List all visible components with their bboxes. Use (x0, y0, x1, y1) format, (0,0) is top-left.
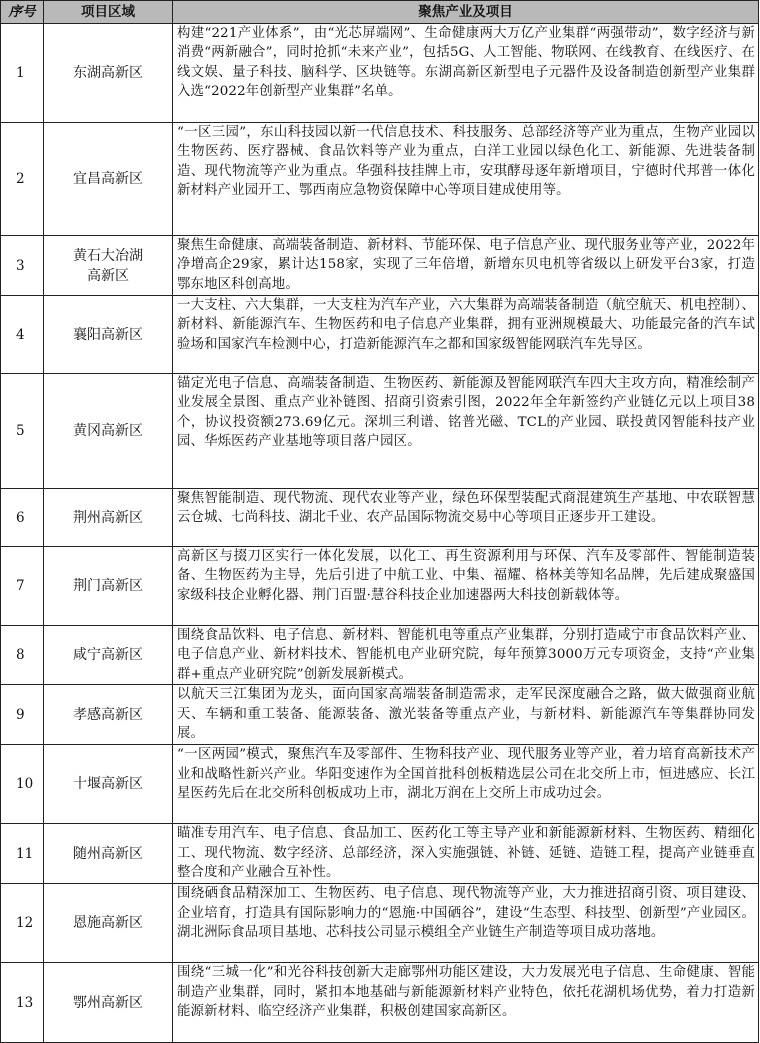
table-row (1, 24, 759, 123)
row-region: 恩施高新区 (44, 884, 173, 963)
row-serial-no: 12 (1, 884, 44, 963)
row-serial-no: 8 (1, 626, 44, 685)
row-serial-no: 6 (1, 489, 44, 547)
row-region: 鄂州高新区 (44, 963, 173, 1043)
row-description: “一区三园”，东山科技园以新一代信息技术、科技服务、总部经济等产业为重点，生物产业园以生物医药、医疗器械、食品饮料等产业为重点，白洋工业园以绿色化工、新能源、先进装备制造、现代物流等产业为重点。华强科技挂牌上市，安琪酵母逐年新增项目，宁德时代邦普一体化新材料产业园开工、鄂西南应急物资保障中心等项目建成使用等。 (173, 123, 759, 236)
row-description: 围绕“三城一化”和光谷科技创新大走廊鄂州功能区建设，大力发展光电子信息、生命健康、智能制造产业集群，同时，紧扣本地基础与新能源新材料产业特色，依托花湖机场优势，着力打造新能源新材料、临空经济产业集群，积极创建国家高新区。 (173, 963, 759, 1043)
header-serial-no: 序号 (1, 1, 44, 24)
row-description: 一大支柱、六大集群，一大支柱为汽车产业，六大集群为高端装备制造（航空航天、机电控制）、新材料、新能源汽车、生物医药和电子信息产业集群，拥有亚洲规模最大、功能最完备的汽车试验场和国家汽车检测中心，打造新能源汽车之都和国家级智能网联汽车先导区。 (173, 296, 759, 374)
row-description: 以航天三江集团为龙头，面向国家高端装备制造需求，走军民深度融合之路，做大做强商业航天、车辆和重工装备、能源装备、激光装备等重点产业，与新材料、新能源汽车等集群协同发展。 (173, 685, 759, 745)
header-focus-industries: 聚焦产业及项目 (173, 1, 759, 24)
table-row (1, 236, 759, 296)
row-description: 锚定光电子信息、高端装备制造、生物医药、新能源及智能网联汽车四大主攻方向，精准绘制产业发展全景图、重点产业补链图、招商引资索引图，2022年全年新签约产业链亿元以上项目38个，协议投资额273.69亿元。深圳三利谱、铭普光磁、TCL的产业园、联投黄冈智能科技产业园、华烁医药产业基地等项目落户园区。 (173, 374, 759, 489)
row-description: 聚焦生命健康、高端装备制造、新材料、节能环保、电子信息产业、现代服务业等产业，2022年净增高企29家，累计达158家，实现了三年倍增，新增东贝电机等省级以上研发平台3家，打造鄂东地区科创高地。 (173, 236, 759, 296)
row-region: 十堰高新区 (44, 745, 173, 824)
row-region: 荆门高新区 (44, 547, 173, 626)
row-serial-no: 3 (1, 236, 44, 296)
table-row (1, 296, 759, 374)
table-row (1, 123, 759, 236)
table-row (1, 626, 759, 685)
row-serial-no: 10 (1, 745, 44, 824)
row-region: 咸宁高新区 (44, 626, 173, 685)
table-row (1, 547, 759, 626)
row-region: 孝感高新区 (44, 685, 173, 745)
row-serial-no: 11 (1, 824, 44, 884)
row-region: 东湖高新区 (44, 24, 173, 123)
row-region: 宜昌高新区 (44, 123, 173, 236)
table-row (1, 745, 759, 824)
table-row (1, 963, 759, 1043)
row-region: 襄阳高新区 (44, 296, 173, 374)
row-description: 聚焦智能制造、现代物流、现代农业等产业，绿色环保型装配式商混建筑生产基地、中农联智慧云仓城、七尚科技、湖北千业、农产品国际物流交易中心等项目正逐步开工建设。 (173, 489, 759, 547)
row-serial-no: 7 (1, 547, 44, 626)
row-description: 构建“221产业体系”，由“光芯屏端网”、生命健康两大万亿产业集群“两强带动”，数字经济与新消费“两新融合”，同时抢抓“未来产业”，包括5G、人工智能、物联网、在线教育、在线医疗、在线文娱、量子科技、脑科学、区块链等。东湖高新区新型电子元器件及设备制造创新型产业集群入选“2022年创新型产业集群”名单。 (173, 24, 759, 123)
table-header-row (1, 1, 759, 24)
table-row (1, 374, 759, 489)
table-row (1, 685, 759, 745)
row-description: 高新区与掇刀区实行一体化发展，以化工、再生资源利用与环保、汽车及零部件、智能制造装备、生物医药为主导，先后引进了中航工业、中集、福耀、格林美等知名品牌，先后建成聚盛国家级科技企业孵化器、荆门百盟·慧谷科技企业加速器两大科技创新载体等。 (173, 547, 759, 626)
table-row (1, 884, 759, 963)
row-region: 随州高新区 (44, 824, 173, 884)
row-description: 围绕食品饮料、电子信息、新材料、智能机电等重点产业集群，分别打造咸宁市食品饮料产业、电子信息产业、新材料技术、智能机电产业研究院，每年预算3000万元专项资金，支持“产业集群+重点产业研究院”创新发展新模式。 (173, 626, 759, 685)
row-serial-no: 4 (1, 296, 44, 374)
row-serial-no: 9 (1, 685, 44, 745)
row-serial-no: 13 (1, 963, 44, 1043)
row-region: 荆州高新区 (44, 489, 173, 547)
row-region: 黄冈高新区 (44, 374, 173, 489)
row-region: 黄石大冶湖高新区 (44, 236, 173, 296)
table-row (1, 489, 759, 547)
row-description: 围绕硒食品精深加工、生物医药、电子信息、现代物流等产业，大力推进招商引资、项目建设、企业培育，打造具有国际影响力的“恩施·中国硒谷”，建设“生态型、科技型、创新型”产业园区。湖北洲际食品项目基地、芯科技公司显示模组全产业链生产制造等项目成功落地。 (173, 884, 759, 963)
header-region: 项目区域 (44, 1, 173, 24)
row-description: 瞄准专用汽车、电子信息、食品加工、医药化工等主导产业和新能源新材料、生物医药、精细化工、现代物流、数字经济、总部经济，深入实施强链、补链、延链、造链工程，提高产业链垂直整合度和产业融合互补性。 (173, 824, 759, 884)
row-serial-no: 5 (1, 374, 44, 489)
row-serial-no: 2 (1, 123, 44, 236)
table-row (1, 824, 759, 884)
row-description: “一区两园”模式，聚焦汽车及零部件、生物科技产业、现代服务业等产业，着力培育高新技术产业和战略性新兴产业。华阳变速作为全国首批科创板精选层公司在北交所上市，恒进感应、长江星医药先后在北交所科创板成功上市，湖北万润在上交所上市成功过会。 (173, 745, 759, 824)
row-serial-no: 1 (1, 24, 44, 123)
